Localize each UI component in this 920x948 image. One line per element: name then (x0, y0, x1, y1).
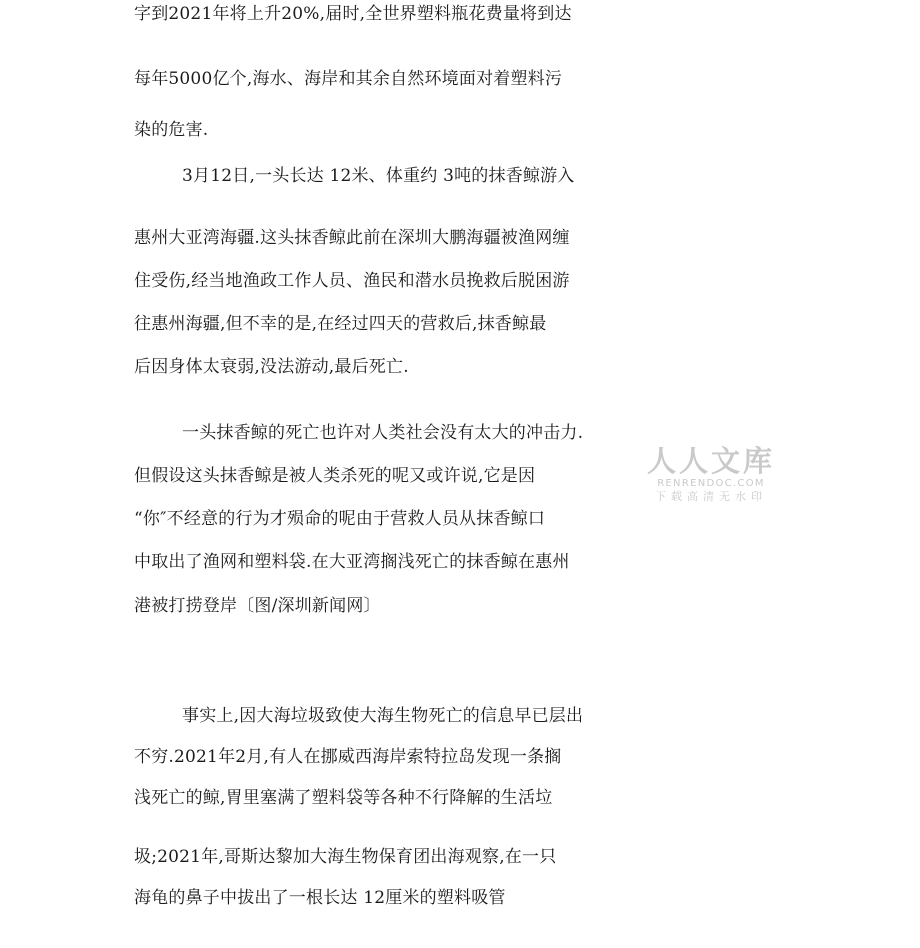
text-line: 染的危害. (134, 120, 209, 140)
text-line: 往惠州海疆,但不幸的是,在经过四天的营救后,抹香鲸最 (134, 314, 547, 334)
text-line: 住受伤,经当地渔政工作人员、渔民和潜水员挽救后脱困游 (134, 271, 570, 291)
watermark-slogan: 下载高清无水印 (655, 490, 767, 503)
text-line: 不穷.2021年2月,有人在挪威西海岸索特拉岛发现一条搁 (134, 747, 562, 767)
text-line: 后因身体太衰弱,没法游动,最后死亡. (134, 357, 409, 377)
text-line: 每年5000亿个,海水、海岸和其余自然环境面对着塑料污 (134, 69, 563, 89)
text-line: 港被打捞登岸〔图/深圳新闻网〕 (134, 596, 381, 616)
text-line: 惠州大亚湾海疆.这头抹香鲸此前在深圳大鹏海疆被渔网缠 (134, 228, 570, 248)
text-line: 字到2021年将上升20%,届时,全世界塑料瓶花费量将到达 (134, 4, 572, 24)
paragraph-first-line: 3月12日,一头长达 12米、体重约 3吨的抹香鲸游入 (182, 166, 575, 186)
paragraph-first-line: 一头抹香鲸的死亡也许对人类社会没有太大的冲击力. (182, 423, 584, 443)
watermark-title: 人人文库 (646, 444, 775, 478)
text-line: 海龟的鼻子中拔出了一根长达 12厘米的塑料吸管 (134, 888, 506, 908)
text-line: 但假设这头抹香鲸是被人类杀死的呢又或许说,它是因 (134, 466, 536, 486)
watermark-logo (646, 444, 776, 504)
text-line: 圾;2021年,哥斯达黎加大海生物保育团出海观察,在一只 (134, 847, 557, 867)
text-line: “你″不经意的行为才殒命的呢由于营救人员从抹香鲸口 (134, 509, 546, 529)
paragraph-first-line: 事实上,因大海垃圾致使大海生物死亡的信息早已层出 (182, 706, 584, 726)
watermark-domain: RENRENDOC.COM (657, 478, 765, 489)
text-line: 中取出了渔网和塑料袋.在大亚湾搁浅死亡的抹香鲸在惠州 (134, 552, 570, 572)
text-line: 浅死亡的鲸,胃里塞满了塑料袋等各种不行降解的生活垃 (134, 788, 553, 808)
